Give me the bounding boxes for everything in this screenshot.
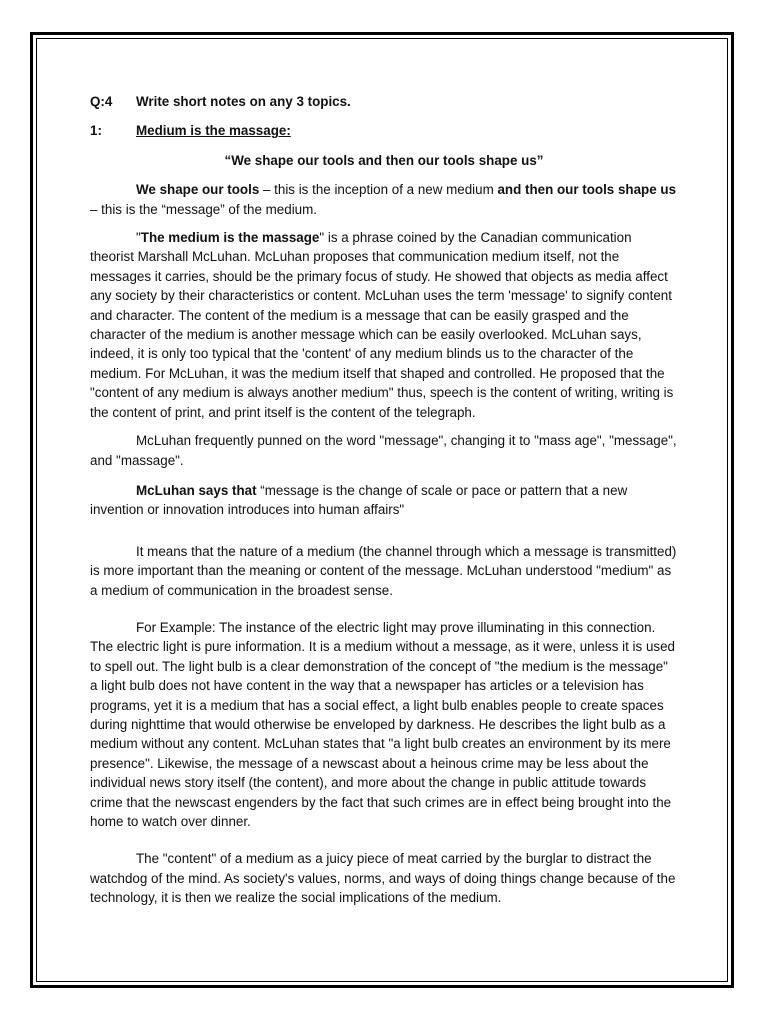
- paragraph-6: For Example: The instance of the electric light may prove illuminating in this connection. The electric light is pure information. It is a medium without a message, as it were, unless it is used to spell out. The light bulb is a clear demonstration of the concept of "the medium is the message" a light bulb does not have content in the way that a newspaper has articles or a television has programs, yet it is a medium that has a social effect, a light bulb enables people to create spaces during nighttime that would otherwise be enveloped by darkness. He describes the light bulb as a medium without any content. McLuhan states that "a light bulb creates an environment by its mere presence". Likewise, the message of a newscast about a heinous crime may be less about the individual news story itself (the content), and more about the change in public attitude towards crime that the newscast engenders by the fact that such crimes are in effect being brought into the home to watch over dinner.: [90, 619, 675, 829]
- topic-heading: [90, 121, 678, 140]
- topic-quote: “We shape our tools and then our tools shape us”: [224, 152, 544, 168]
- paragraph-4: [90, 481, 678, 520]
- p1-bold-1: We shape our tools: [136, 182, 260, 198]
- p1-text-1: – this is the inception of a new medium: [259, 182, 498, 198]
- paragraph-2: [90, 228, 678, 422]
- p4-text-1: “message is the change of scale or pace or pattern that a new invention or innovation introduces into human affairs": [90, 482, 628, 518]
- topic-number: 1:: [90, 123, 102, 139]
- p2-text-1: " is a phrase coined by the Canadian communication theorist Marshall McLuhan. McLuhan proposes that communication medium itself, not the messages it carries, should be the primary focus of study. He showed that objects as media affect any society by their characteristics or content. McLuhan uses the term 'message' to signify content and character. The content of the medium is a message that can be easily grasped and the character of the medium is another message which can be easily overlooked. McLuhan says, indeed, it is only too typical that the 'content' of any medium blinds us to the character of the medium. For McLuhan, it was the medium itself that shaped and controlled. He proposed that the "content of any medium is always another medium" thus, speech is the content of writing, writing is the content of print, and print itself is the content of the telegraph.: [90, 230, 674, 420]
- p2-open-quote: ": [136, 230, 141, 246]
- paragraph-5: It means that the nature of a medium (the channel through which a message is transmitted) is more important than the meaning or content of the message. McLuhan understood "medium" as a medium of communication in the broadest sense.: [90, 543, 677, 598]
- document-body: [90, 92, 678, 908]
- p1-text-2: – this is the “message” of the medium.: [90, 201, 317, 217]
- paragraph-3: McLuhan frequently punned on the word "message", changing it to "mass age", "message", and "massage".: [90, 433, 677, 468]
- topic-title: Medium is the massage:: [136, 123, 291, 139]
- question-heading: [90, 92, 678, 111]
- p2-bold-1: The medium is the massage: [140, 230, 320, 246]
- paragraph-1: [90, 180, 678, 219]
- p4-bold-1: McLuhan says that: [136, 482, 257, 498]
- question-number: Q:4: [90, 94, 113, 109]
- question-text: Write short notes on any 3 topics.: [136, 94, 351, 109]
- paragraph-7: The "content" of a medium as a juicy piece of meat carried by the burglar to distract the watchdog of the mind. As society's values, norms, and ways of doing things change because of the technology, it is then we realize the social implications of the medium.: [90, 851, 676, 906]
- p1-bold-2: and then our tools shape us: [497, 182, 677, 198]
